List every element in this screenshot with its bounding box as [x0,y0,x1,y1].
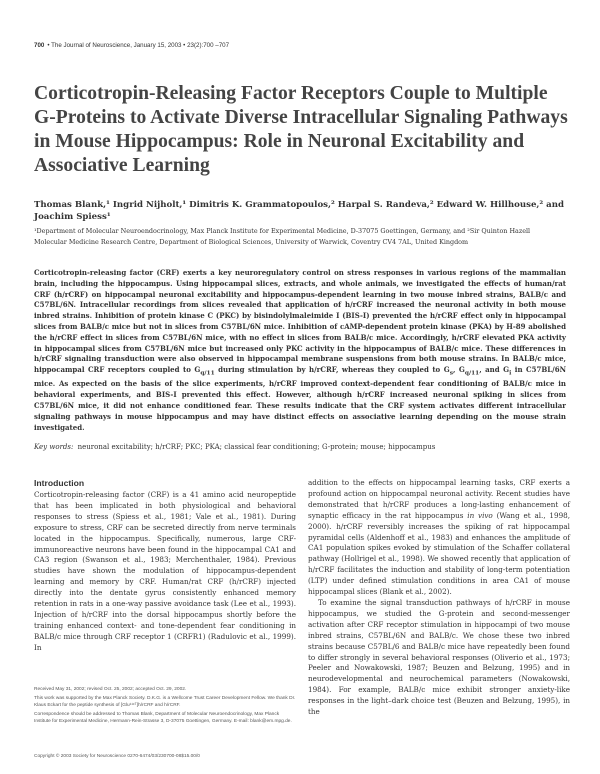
copyright-line: Copyright © 2003 Society for Neuroscience 0270-6474/03/230700-08$15.00/0 [34,754,200,759]
in-vivo-italic: in vivo [467,510,493,520]
author-line-1: Thomas Blank,¹ Ingrid Nijholt,¹ Dimitris K. Grammatopoulos,² Harpal S. Randeva,² Edward W. Hillhouse,² and [34,200,564,210]
para2-text: addition to the effects on hippocampal learning tasks, CRF exerts a profound action on hippocampal neuronal activity. Recent studies have demonstrated that h/rCRF produces a long-lasting enhancement of synaptic efficacy in the rat hippocampus [308,478,570,520]
affiliation-line-2: Molecular Medicine Research Centre, Department of Biological Sciences, University of Warwick, Coventry CV4 7AL, United Kingdom [34,237,469,246]
abstract-sub-3: q/11 [464,370,480,377]
journal-citation: • The Journal of Neuroscience, January 15, 2003 • 23(2):700 –707 [47,42,230,49]
keywords-text: neuronal excitability; h/rCRF; PKC; PKA; classical fear conditioning; G-protein; mouse; hippocampus [77,443,436,451]
page-number: 700 [34,42,45,49]
abstract-sub-1: q/11 [200,370,215,377]
keywords-label: Key words: [34,443,74,451]
footnote-support: This work was supported by the Max Planck Society. D.K.G. is a Wellcome Trust Career Development Fellow. We thank Dr. Klaus Eckart for the peptide synthesis of [Glu¹¹ᶜᵀ]h/rCRF and h/rCRF. [34,695,296,708]
right-column [308,478,570,718]
abstract-text-3: , G [452,365,465,375]
introduction-paragraph-1: Corticotropin-releasing factor (CRF) is a 41 amino acid neuropeptide that has been implicated in both physiological and behavioral responses to stress (Spiess et al., 1981; Vale et al., 1981). During exposure to stress, CRF can be secreted directly from nerve terminals located in the hippocampus. Specifically, numerous, large CRF-immunoreactive neurons have been found in the hippocampal CA1 and CA3 region (Swanson et al., 1983; Merchenthaler, 1984). Previous studies have shown the modulation of hippocampus-dependent learning and memory by CRF. Human/rat CRF (h/rCRF) injected directly into the dentate gyrus consistently enhanced memory retention in rats in a one-way passive avoidance task (Lee et al., 1993). Injection of h/rCRF into the dorsal hippocampus shortly before the training enhanced context- and tone-dependent fear conditioning in BALB/c mice through CRF receptor 1 (CRFR1) (Radulovic et al., 1999). In [34,490,296,652]
footnotes [34,686,296,727]
para2-text-end: (Wang et al., 1998, 2000). h/rCRF reversibly increases the spiking of rat hippocampal pyramidal cells (Aldenhoff et al., 1983) and enhances the amplitude of CA1 population spikes evoked by stimulation of the Schaffer collateral pathway (Hollrigel et al., 1998). We showed recently that application of h/rCRF facilitates the induction and stability of long-term potentiation (LTP) under defined stimulation conditions in area CA1 of mouse hippocampal slices (Blank et al., 2002). [308,510,570,597]
abstract-text-4: , and G [479,365,510,375]
footnote-received: Received May 31, 2002; revised Oct. 25, 2002; accepted Oct. 29, 2002. [34,687,187,692]
author-list [34,199,574,223]
affiliation-line-1: ¹Department of Molecular Neuroendocrinology, Max Planck Institute for Experimental Medicine, D-37075 Goettingen, Germany, and ²Sir Quinton Hazell [34,227,531,235]
introduction-heading: Introduction [34,478,85,488]
abstract-sub-4: i [509,370,512,377]
left-column [34,478,296,654]
introduction-paragraph-3: To examine the signal transduction pathways of h/rCRF in mouse hippocampus, we studied the G-protein and second-messenger activation after CRF receptor stimulation in hippocampi of two mouse inbred strains, C57BL/6N and BALB/c. We chose these two inbred strains because C57BL/6 and BALB/c mice have repeatedly been found to differ strongly in several behavioral responses (Oliverio et al., 1973; Peeler and Nowakowski, 1987; Beuzen and Belzung, 1995) and in neurodevelopmental and neurochemical parameters (Nowakowski, 1984). For example, BALB/c mice exhibit stronger anxiety-like responses in the light–dark choice test (Beuzen and Belzung, 1995), in the [308,597,570,717]
abstract-text-5: in C57BL/6N mice. As expected on the basis of the slice experiments, h/rCRF improved context-dependent fear conditioning of BALB/c mice in behavioral experiments, and BIS-I prevented this effect. However, although h/rCRF increased neuronal spiking in slices from C57BL/6N mice, it did not enhance conditioned fear. These results indicate that the CRF system activates different intracellular signaling pathways in mouse hippocampus and may have distinct effects on associative learning depending on the mouse strain investigated. [34,365,566,432]
abstract-sub-2: s [449,370,453,377]
abstract-text-1: Corticotropin-releasing factor (CRF) exerts a key neuroregulatory control on stress responses in various regions of the mammalian brain, including the hippocampus. Using hippocampal slices, extracts, and whole animals, we investigated the effects of human/rat CRF (h/rCRF) on hippocampal neuronal excitability and hippocampus-dependent learning in two mouse inbred strains, BALB/c and C57BL/6N. Intracellular recordings from slices revealed that application of h/rCRF increased the neuronal activity in both mouse inbred strains. Inhibition of protein kinase C (PKC) by bisindolylmaleimide I (BIS-I) prevented the h/rCRF effect only in hippocampal slices from BALB/c mice but not in slices from C57BL/6N mice. Inhibition of cAMP-dependent protein kinase (PKA) by H-89 abolished the h/rCRF effect in slices from C57BL/6N mice, with no effect in slices from BALB/c mice. Accordingly, h/rCRF elevated PKA activity in hippocampal slices from C57BL/6N mice but increased only PKC activity in the hippocampus of BALB/c mice. These differences in h/rCRF signaling transduction were also observed in hippocampal membrane suspensions from both mouse strains. In BALB/c mice, hippocampal CRF receptors coupled to G [34,268,566,375]
author-line-2: Joachim Spiess¹ [34,212,111,222]
running-header [34,42,229,49]
introduction-paragraph-2 [308,478,570,598]
footnote-correspondence: Correspondence should be addressed to Thomas Blank, Department of Molecular Neuroendocrinology, Max Planck Institute for Experimental Medicine, Hermann-Rein-Strasse 3, D-37075 Goettingen, Germany. E-mail: blank@em.mpg.de. [34,711,292,724]
abstract [34,268,566,433]
abstract-text-2: during stimulation by h/rCRF, whereas they coupled to G [214,365,450,375]
keywords [34,442,566,452]
affiliations [34,226,579,247]
article-title: Corticotropin-Releasing Factor Receptors Couple to Multiple G-Proteins to Activate Diverse Intracellular Signaling Pathways in Mouse Hippocampus: Role in Neuronal Excitability and Associative Learning [34,83,568,176]
